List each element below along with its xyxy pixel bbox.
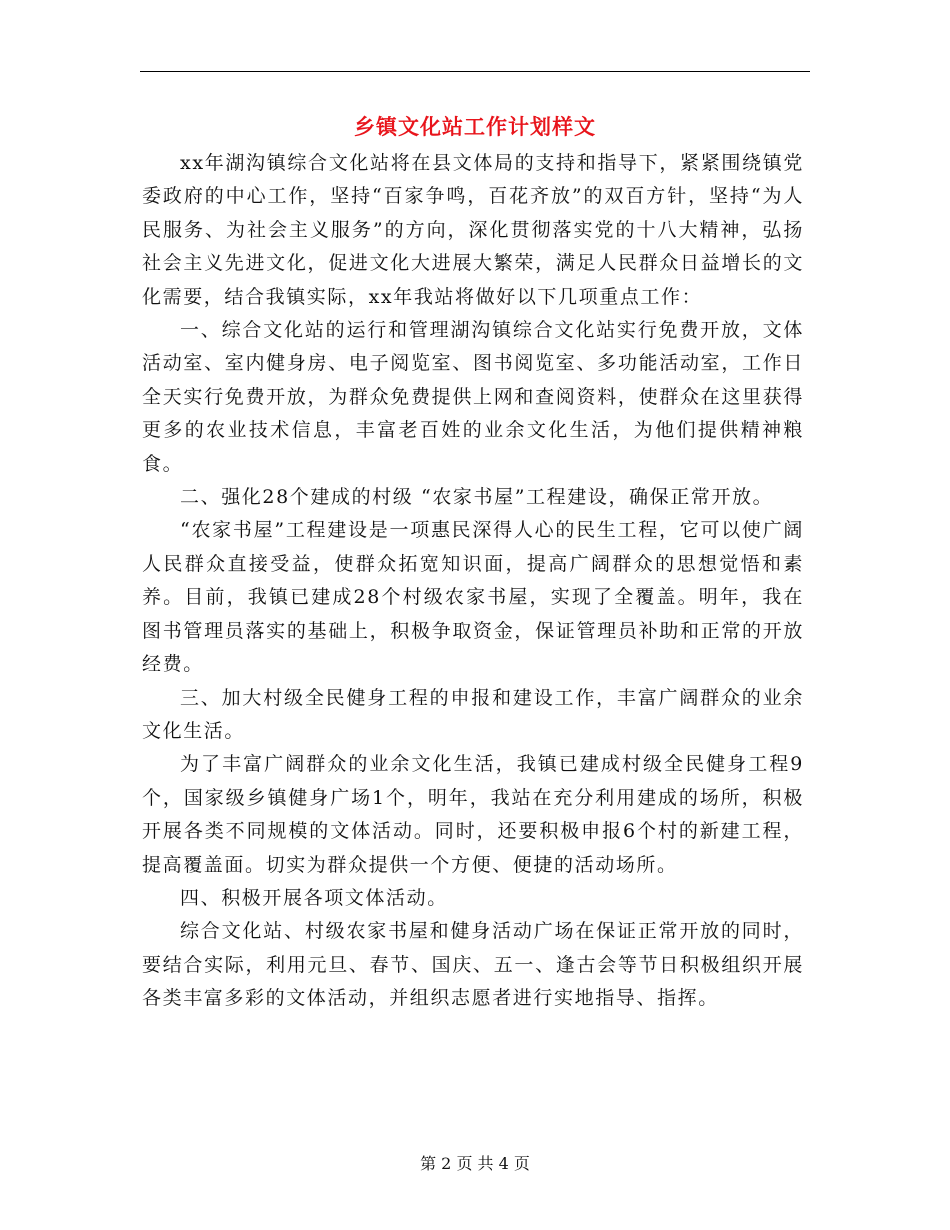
paragraph-section-2-heading: 二、强化28个建成的村级 “农家书屋”工程建设，确保正常开放。 xyxy=(180,486,774,509)
page-number: 第 2 页 共 4 页 xyxy=(420,1154,530,1173)
paragraph-section-4-body: 综合文化站、村级农家书屋和健身活动广场在保证正常开放的同时，要结合实际，利用元旦、春节、国庆、五一、逢古会等节日积极组织开展各类丰富多彩的文体活动，并组织志愿者进行实地指导、指挥。 xyxy=(142,920,804,1010)
paragraph-section-1: 一、综合文化站的运行和管理湖沟镇综合文化站实行免费开放，文体活动室、室内健身房、电子阅览室、图书阅览室、多功能活动室，工作日全天实行免费开放，为群众免费提供上网和查阅资料，使群众在这里获得更多的农业技术信息，丰富老百姓的业余文化生活，为他们提供精神粮食。 xyxy=(142,319,804,475)
header-rule xyxy=(140,71,810,72)
paragraph-section-2-body: “农家书屋”工程建设是一项惠民深得人心的民生工程，它可以使广阔人民群众直接受益，使群众拓宽知识面，提高广阔群众的思想觉悟和素养。目前，我镇已建成28个村级农家书屋，实现了全覆盖。明年，我在图书管理员落实的基础上，积极争取资金，保证管理员补助和正常的开放经费。 xyxy=(142,519,804,676)
paragraph-section-3-heading: 三、加大村级全民健身工程的申报和建设工作，丰富广阔群众的业余文化生活。 xyxy=(142,686,804,742)
document-title: 乡镇文化站工作计划样文 xyxy=(354,115,596,139)
paragraph-intro: xx年湖沟镇综合文化站将在县文体局的支持和指导下，紧紧围绕镇党委政府的中心工作，坚持“百家争鸣，百花齐放”的双百方针，坚持“为人民服务、为社会主义服务”的方向，深化贯彻落实党的十八大精神，弘扬社会主义先进文化，促进文化大进展大繁荣，满足人民群众日益增长的文化需要，结合我镇实际，xx年我站将做好以下几项重点工作： xyxy=(142,152,804,308)
paragraph-section-4-heading: 四、积极开展各项文体活动。 xyxy=(180,886,448,909)
paragraph-section-3-body: 为了丰富广阔群众的业余文化生活，我镇已建成村级全民健身工程9个，国家级乡镇健身广场1个，明年，我站在充分利用建成的场所，积极开展各类不同规模的文体活动。同时，还要积极申报6个村的新建工程，提高覆盖面。切实为群众提供一个方便、便捷的活动场所。 xyxy=(142,753,804,876)
document-body xyxy=(142,147,804,1016)
page-footer xyxy=(0,1152,950,1176)
